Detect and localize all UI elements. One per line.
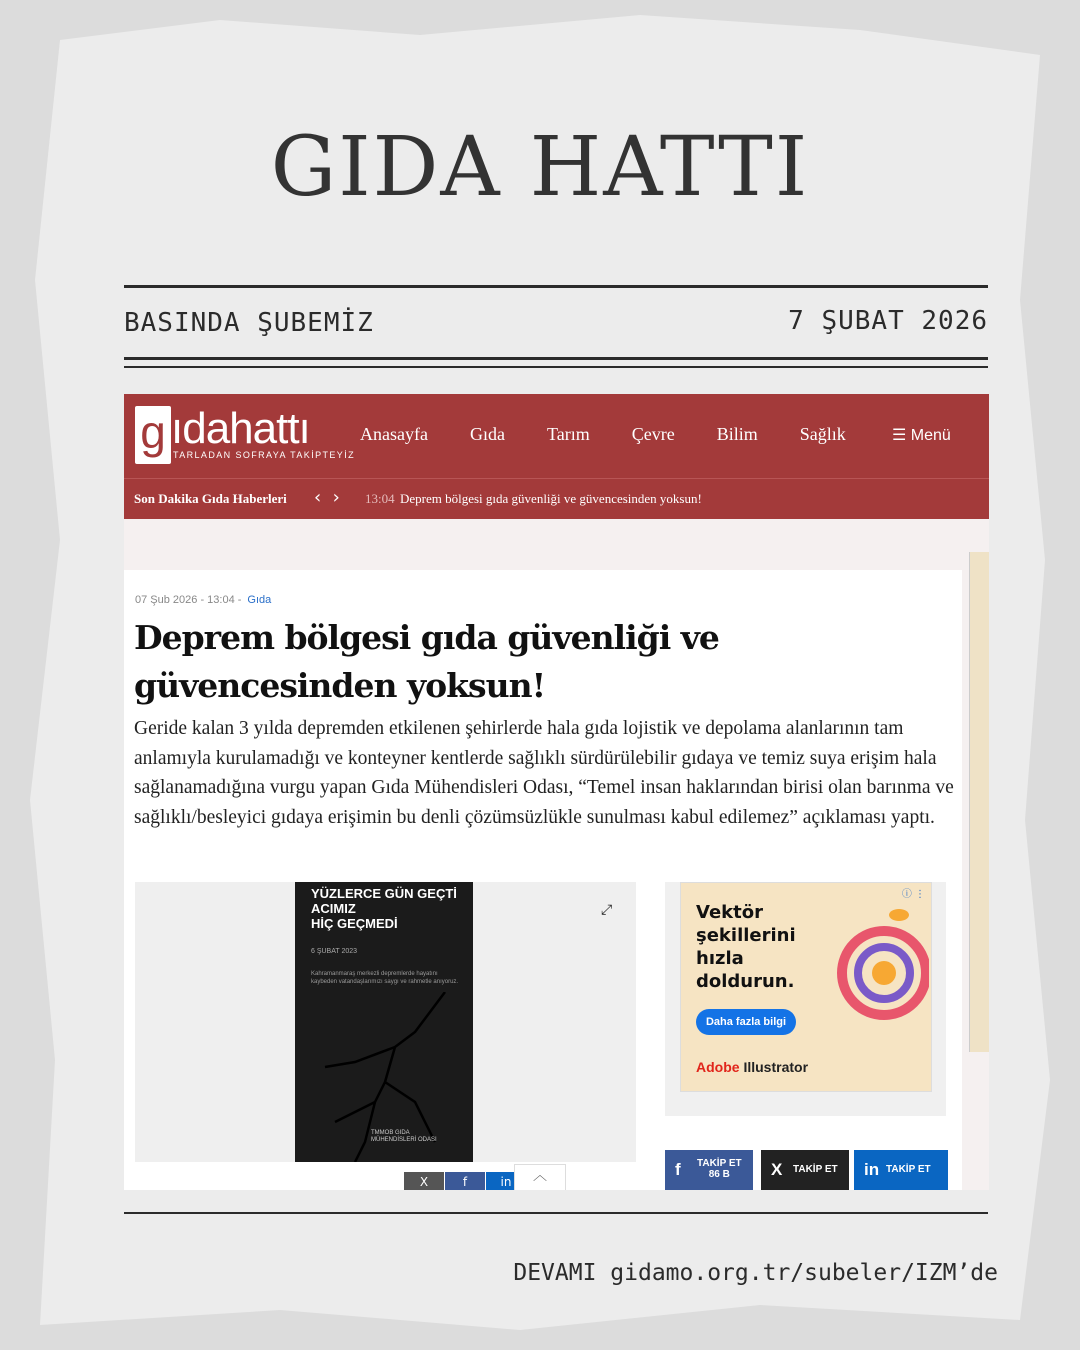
bottom-rule [124, 1212, 988, 1214]
memorial-poster [295, 882, 473, 1162]
ad-info-icon[interactable]: ⓘ ⋮ [901, 889, 925, 900]
ticker-headline[interactable]: Deprem bölgesi gıda güvenliği ve güvencesinden yoksun! [400, 491, 702, 506]
ad-container [665, 882, 946, 1116]
logo-tagline: TARLADAN SOFRAYA TAKİPTEYİZ [173, 450, 355, 460]
follow-label: TAKİP ET [697, 1158, 742, 1169]
follow-label: TAKİP ET [793, 1164, 838, 1175]
article-category[interactable]: Gıda [247, 594, 272, 606]
follow-label: TAKİP ET [886, 1164, 931, 1175]
logo-wordmark: ıdahattı [171, 404, 310, 453]
poster-headline-line: ACIMIZ [311, 901, 356, 916]
share-x-button[interactable]: X [404, 1172, 444, 1190]
top-rule [124, 285, 988, 288]
expand-icon[interactable]: ⤢ [601, 902, 613, 918]
ad-headline-line: hızla [696, 948, 744, 969]
scroll-top-button[interactable] [514, 1164, 566, 1190]
snake-illustration [829, 903, 929, 1043]
nav-item-cevre[interactable]: Çevre [631, 424, 675, 444]
section-date: 7 ŞUBAT 2026 [788, 306, 988, 336]
logo-mark: g [135, 406, 171, 464]
follow-facebook[interactable] [665, 1150, 753, 1190]
menu-button[interactable] [892, 425, 951, 445]
follow-count: 86 B [708, 1169, 730, 1180]
ticker-arrows [314, 487, 340, 508]
breaking-news-ticker [124, 478, 989, 519]
follow-linkedin[interactable] [854, 1150, 948, 1190]
share-linkedin-button[interactable]: in [486, 1172, 526, 1190]
double-rule-bottom [124, 366, 988, 368]
linkedin-icon: in [864, 1160, 880, 1179]
x-icon: X [771, 1160, 783, 1179]
poster-org: TMMOB GIDA MÜHENDİSLERİ ODASI [371, 1130, 437, 1143]
ad-headline-line: şekillerini [696, 925, 796, 946]
article-image-box [135, 882, 636, 1162]
article [124, 570, 962, 1190]
follow-x[interactable] [761, 1150, 849, 1190]
poster-date: 6 ŞUBAT 2023 [311, 948, 358, 955]
nav-item-anasayfa[interactable]: Anasayfa [360, 424, 428, 444]
hamburger-icon: ☰ [892, 427, 911, 444]
share-facebook-button[interactable]: f [445, 1172, 485, 1190]
adobe-ad[interactable] [680, 882, 932, 1092]
poster-headline-line: HİÇ GEÇMEDİ [311, 916, 398, 931]
chevron-up-icon: ︿ [533, 1168, 547, 1184]
chevron-left-icon[interactable]: ‹ [314, 487, 322, 508]
article-summary: Geride kalan 3 yılda depremden etkilenen şehirlerde hala gıda lojistik ve depolama alanlarının tam anlamıyla kurulamadığı ve konteyner kentlerde sağlıklı sürdürülebilir gıdaya ve temiz suya erişim hala sağlanamadığına vurgu yapan Gıda Mühendisleri Odası, “Temel insan haklarından birisi olan barınma ve sağlıklı/besleyici gıdaya erişimin bu denli çözümsüzlükle sunulması kabul edilemez” açıklaması yaptı. [134, 718, 954, 828]
news-screenshot [124, 394, 989, 1190]
poster-headline [311, 886, 457, 931]
ad-brand [696, 1059, 808, 1075]
double-rule-top [124, 357, 988, 360]
chevron-right-icon[interactable]: › [332, 487, 340, 508]
site-logo[interactable] [135, 404, 355, 464]
nav-item-saglik[interactable]: Sağlık [799, 424, 846, 444]
nav-item-gida[interactable]: Gıda [469, 424, 505, 444]
footer-link[interactable]: DEVAMI gidamo.org.tr/subeler/IZM’de [513, 1260, 998, 1286]
page-title: GIDA HATTI [270, 120, 810, 215]
share-bar [404, 1172, 527, 1190]
ad-headline-line: Vektör [696, 902, 763, 923]
article-title: Deprem bölgesi gıda güvenliği ve güvencesinden yoksun! [134, 618, 719, 705]
adobe-wordmark: Adobe [696, 1059, 740, 1075]
ad-learn-more-button[interactable]: Daha fazla bilgi [696, 1009, 796, 1035]
article-date: 07 Şub 2026 - 13:04 - [135, 594, 242, 606]
section-label: BASINDA ŞUBEMİZ [124, 308, 374, 338]
nav-item-bilim[interactable]: Bilim [716, 424, 758, 444]
ticker-time: 13:04 [365, 491, 395, 506]
nav-item-tarim[interactable]: Tarım [546, 424, 590, 444]
illustrator-wordmark: Illustrator [743, 1059, 809, 1075]
poster-headline-line: YÜZLERCE GÜN GEÇTİ [311, 886, 457, 901]
ad-headline [696, 901, 796, 993]
side-ad-strip [969, 552, 989, 1052]
article-meta [135, 594, 271, 606]
site-navbar [124, 394, 989, 478]
poster-text: Kahramanmaraş merkezli depremlerde hayatını kaybeden vatandaşlarımızı saygı ve rahmetle anıyoruz. [311, 971, 459, 985]
main-nav [360, 424, 888, 445]
ad-headline-line: doldurun. [696, 971, 795, 992]
facebook-icon: f [675, 1160, 681, 1179]
ticker-label: Son Dakika Gıda Haberleri [134, 491, 287, 506]
menu-label: Menü [910, 427, 951, 444]
